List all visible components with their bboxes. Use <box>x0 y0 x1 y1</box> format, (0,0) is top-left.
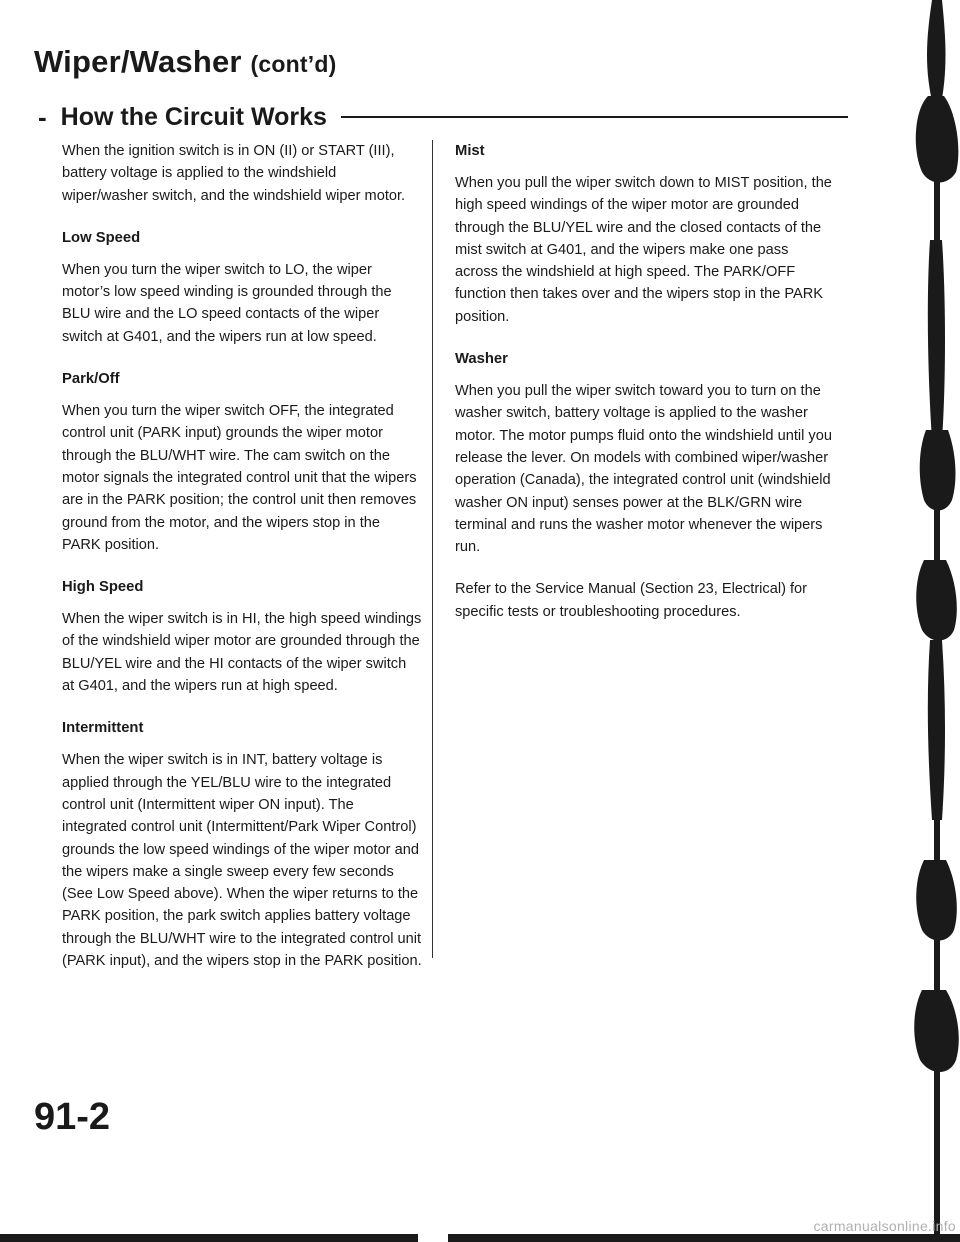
footer-rule <box>0 1234 960 1242</box>
page-title-suffix: (cont’d) <box>250 51 337 77</box>
section-title: How the Circuit Works <box>60 102 327 131</box>
page-title <box>34 44 336 80</box>
high-speed-paragraph: When the wiper switch is in HI, the high speed windings of the windshield wiper motor are grounded through the BLU/YEL wire and the HI contacts of the wiper switch at G401, and the wipers run at high speed. <box>62 611 422 695</box>
column-divider <box>432 140 433 958</box>
left-column <box>62 140 422 992</box>
intro-paragraph: When the ignition switch is in ON (II) or START (III), battery voltage is applied to the windshield wiper/washer switch, and the windshield wiper motor. <box>62 143 406 204</box>
refer-paragraph: Refer to the Service Manual (Section 23, Electrical) for specific tests or troubleshooting procedures. <box>455 581 808 620</box>
mist-heading: Mist <box>455 143 485 159</box>
watermark: carmanualsonline.info <box>813 1218 956 1234</box>
intermittent-heading: Intermittent <box>62 720 144 737</box>
low-speed-heading: Low Speed <box>62 229 141 246</box>
binding-edge-strip <box>904 0 960 1242</box>
low-speed-paragraph: When you turn the wiper switch to LO, the wiper motor’s low speed winding is grounded through the BLU wire and the LO speed contacts of the wiper switch at G401, and the wipers run at low speed. <box>62 261 392 345</box>
mist-paragraph: When you pull the wiper switch down to MIST position, the high speed windings of the wiper motor are grounded through the BLU/YEL wire and the closed contacts of the mist switch at G401, and the wipers make one pass across the windshield at high speed. The PARK/OFF function then takes over and the wipers stop in the PARK position. <box>455 175 832 325</box>
intermittent-paragraph: When the wiper switch is in INT, battery voltage is applied through the YEL/BLU wire to the integrated control unit (Intermittent wiper ON input). The integrated control unit (Intermittent/Park Wiper Control) grounds the low speed windings of the wiper motor and the wipers make a single sweep every few seconds (See Low Speed above). When the wiper returns to the PARK position, the park switch applies battery voltage through the BLU/WHT wire to the integrated control unit (PARK input), and the wipers stop in the PARK position. <box>62 752 422 970</box>
washer-paragraph: When you pull the wiper switch toward you to turn on the washer switch, battery voltage is applied to the washer motor. The motor pumps fluid onto the windshield until you release the lever. On models with combined wiper/washer operation (Canada), the integrated control unit (windshield washer ON input) senses power at the BLK/GRN wire terminal and runs the washer motor whenever the wipers run. <box>455 383 832 556</box>
section-heading <box>38 100 848 134</box>
park-off-heading: Park/Off <box>62 371 120 388</box>
washer-heading: Washer <box>455 351 508 368</box>
high-speed-heading: High Speed <box>62 579 144 596</box>
right-column <box>455 140 835 643</box>
page-title-main: Wiper/Washer <box>34 44 242 79</box>
section-dash: - <box>38 101 47 132</box>
park-off-paragraph: When you turn the wiper switch OFF, the integrated control unit (PARK input) grounds the wiper motor through the BLU/WHT wire. The cam switch on the motor signals the integrated control unit that the wipers are in the PARK position; the control unit then removes ground from the motor, and the wipers stop in the PARK position. <box>62 403 417 553</box>
section-rule <box>341 116 848 118</box>
page-number: 91-2 <box>34 1096 111 1138</box>
